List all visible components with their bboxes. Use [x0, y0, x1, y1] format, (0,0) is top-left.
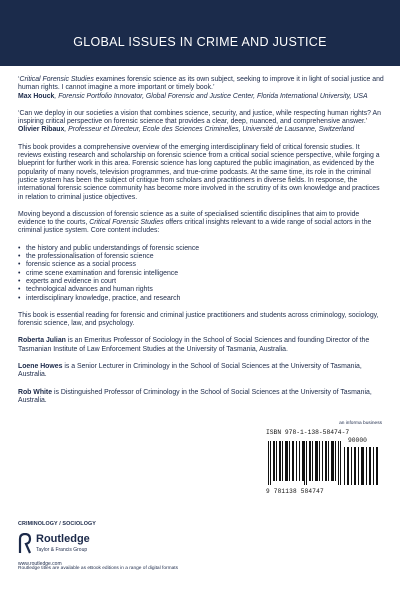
- publisher-url: www.routledge.com: [18, 561, 62, 567]
- description-paragraph-2: [18, 211, 384, 236]
- price-code: 90000: [348, 437, 367, 444]
- routledge-logo-icon: [18, 533, 32, 555]
- publisher-name: Routledge: [36, 533, 90, 545]
- paragraph-2-after: offers critical insights relevant to a wide range of social actors in the criminal justice system. Core content includes:: [18, 219, 372, 235]
- quote-1-open: ‘: [18, 76, 20, 83]
- quote-1-affiliation: , Forensic Portfolio Innovator, Global Forensic and Justice Center, Florida International University, USA: [54, 92, 368, 100]
- core-content-list: [18, 245, 384, 303]
- quote-2-affiliation: , Professeur et Directeur, Ecole des Sciences Criminelles, Université de Lausanne, Switzerland: [64, 126, 355, 134]
- quote-1-attribution: [18, 93, 384, 101]
- publisher-subname: Taylor & Francis Group: [36, 547, 88, 553]
- author-name: Rob White: [18, 388, 53, 396]
- list-item: • forensic science as a social process: [18, 261, 384, 269]
- series-header-band: [0, 0, 400, 66]
- isbn-barcode: [264, 429, 384, 523]
- subject-category: CRIMINOLOGY / SOCIOLOGY: [18, 521, 96, 527]
- informa-note: an informa business: [339, 421, 382, 426]
- paragraph-2-before: Moving beyond a discussion of forensic science as a suite of specialised scientific disciplines that aim to provide evidence to the courts,: [18, 210, 360, 227]
- author-bio-1: [18, 337, 384, 354]
- list-item: • interdisciplinary knowledge, practice, and research: [18, 295, 384, 303]
- author-bio-text: is an Emeritus Professor of Sociology in the School of Social Sciences and founding Director of the Tasmanian Institute of Law Enforcement Studies at the University of Tasmania, Australia.: [18, 337, 370, 353]
- cover-footer: [18, 421, 384, 591]
- ebook-note: Routledge titles are available as eBook editions in a range of digital formats: [18, 566, 178, 571]
- list-item: • technological advances and human rights: [18, 286, 384, 294]
- series-title: GLOBAL ISSUES IN CRIME AND JUSTICE: [73, 35, 327, 49]
- isbn-text: ISBN 978-1-138-58474-7: [266, 429, 350, 436]
- author-name: Roberta Julian: [18, 337, 66, 345]
- author-bio-3: [18, 389, 384, 406]
- list-item: • the professionalisation of forensic science: [18, 253, 384, 261]
- list-item: • experts and evidence in court: [18, 278, 384, 286]
- quote-1: [18, 76, 384, 93]
- isbn-digits: 9 781138 584747: [266, 488, 324, 495]
- quote-2: ‘Can we deploy in our societies a vision that combines science, security, and justice, while respecting human rights? An inspiring critical perspective on forensic science that provides a clear, deep, nuanced, and comprehensive answer.’: [18, 109, 381, 126]
- quote-2-name: Olivier Ribaux: [18, 126, 65, 134]
- barcode-icon: [268, 441, 342, 485]
- description-paragraph-1: This book provides a comprehensive overview of the emerging interdisciplinary field of critical forensic studies. It reviews existing research and scholarship on forensic science from a critical social science perspective, while forging a blueprint for further work in this area. Forensic science has long captured the public imagination, as evidenced by the popularity of many novels, television programmes, and true-crime podcasts. At the same time, its role in the criminal justice system has been the subject of critique from scholars and practitioners in diverse fields. In response, the international forensic science community has become more involved in the scrutiny of its own knowledge and practices in relation to criminal justice objectives.: [18, 143, 380, 201]
- author-bio-text: is a Senior Lecturer in Criminology in the School of Social Sciences at the University of Tasmania, Australia.: [18, 363, 362, 379]
- list-item: • the history and public understandings of forensic science: [18, 245, 384, 253]
- publisher-logo: [18, 533, 138, 569]
- quote-2-attribution: [18, 126, 384, 134]
- back-cover-text: [18, 76, 384, 414]
- paragraph-2-title: Critical Forensic Studies: [89, 219, 164, 227]
- quote-1-text: examines forensic science as its own subject, seeking to improve it in light of social justice and human rights. I cannot imagine a more important or timely book.’: [18, 76, 384, 92]
- author-bio-text: is Distinguished Professor of Criminology in the School of Social Sciences at the University of Tasmania, Australia.: [18, 388, 372, 404]
- list-item: • crime scene examination and forensic intelligence: [18, 270, 384, 278]
- quote-1-title: Critical Forensic Studies: [19, 76, 94, 83]
- price-barcode-icon: [344, 441, 378, 485]
- quote-1-name: Max Houck: [18, 92, 55, 100]
- author-name: Loene Howes: [18, 363, 63, 371]
- description-paragraph-3: This book is essential reading for forensic and criminal justice practitioners and students across criminology, sociology, forensic science, law, and psychology.: [18, 311, 379, 328]
- author-bio-2: [18, 363, 384, 380]
